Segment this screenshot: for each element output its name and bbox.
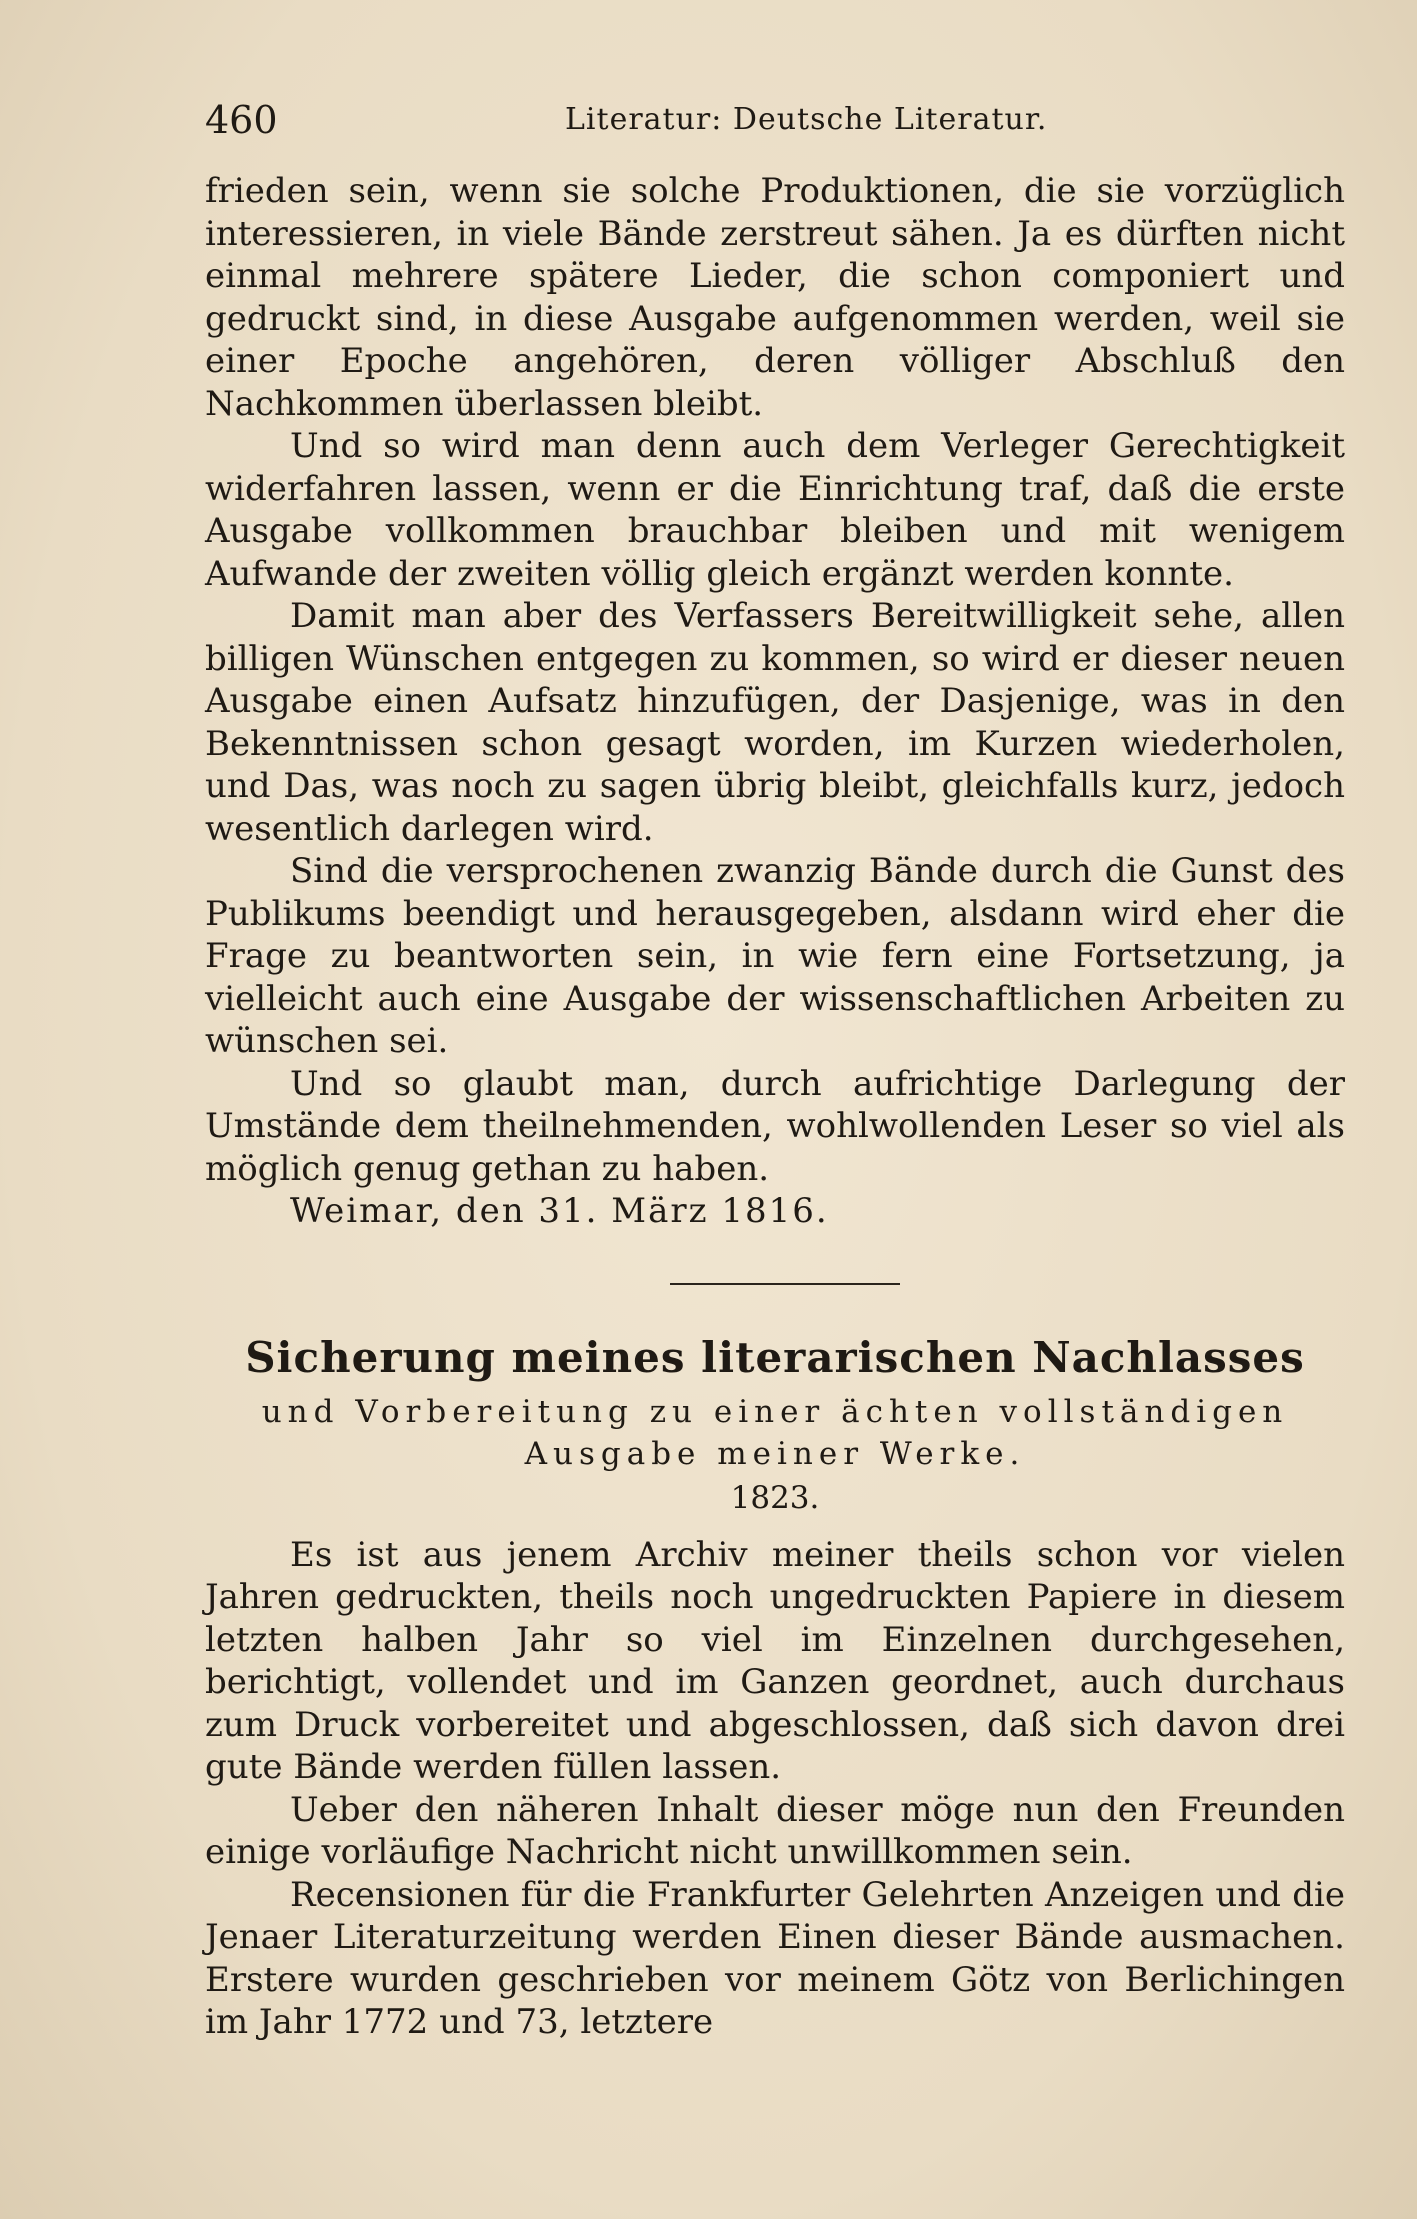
section-title: Sicherung meines literarischen Nachlasses: [245, 1332, 1305, 1382]
paragraph: Recensionen für die Frankfurter Gelehrten Anzeigen und die Jenaer Literaturzeitung werden Einen dieser Bände ausmachen. Erstere wurden geschrieben vor meinem Götz von Berlichingen im Jahr 1772 und 73, letztere: [205, 1874, 1345, 2042]
paragraph: Damit man aber des Verfassers Bereitwilligkeit sehe, allen billigen Wünschen entgegen zu kommen, so wird er dieser neuen Ausgabe einen Aufsatz hinzufügen, der Dasjenige, was in den Bekenntnissen schon gesagt worden, im Kurzen wiederholen, und Das, was noch zu sagen übrig bleibt, gleichfalls kurz, jedoch wesentlich darlegen wird.: [205, 596, 1345, 849]
paragraph: Sind die versprochenen zwanzig Bände durch die Gunst des Publikums beendigt und herausgegeben, alsdann wird eher die Frage zu beantworten sein, in wie fern eine Fortsetzung, ja vielleicht auch eine Ausgabe der wissenschaftlichen Arbeiten zu wünschen sei.: [205, 851, 1345, 1061]
paragraph: Es ist aus jenem Archiv meiner theils schon vor vielen Jahren gedruckten, theils noch ungedruckten Papiere in diesem letzten halben Jahr so viel im Einzelnen durchgesehen, berichtigt, vollendet und im Ganzen geordnet, auch durchaus zum Druck vorbereitet und abgeschlossen, daß sich davon drei gute Bände werden füllen lassen.: [205, 1534, 1345, 1787]
section-year: 1823.: [730, 1480, 820, 1516]
paragraph: Und so glaubt man, durch aufrichtige Darlegung der Umstände dem theilnehmenden, wohlwollenden Leser so viel als möglich genug gethan zu haben.: [205, 1063, 1345, 1189]
page-body: [205, 170, 1345, 2044]
page-header: [205, 98, 1345, 148]
place-date-line: Weimar, den 31. März 1816.: [290, 1191, 829, 1231]
page-number: 460: [205, 98, 278, 142]
paragraph: Ueber den näheren Inhalt dieser möge nun den Freunden einige vorläufige Nachricht nicht unwillkommen sein.: [205, 1789, 1345, 1872]
paragraph: Und so wird man denn auch dem Verleger Gerechtigkeit widerfahren lassen, wenn er die Einrichtung traf, daß die erste Ausgabe vollkommen brauchbar bleiben und mit wenigem Aufwande der zweiten völlig gleich ergänzt werden konnte.: [205, 426, 1345, 594]
section-subtitle: und Vorbereitung zu einer ächten vollständigen Ausgabe meiner Werke.: [261, 1394, 1289, 1472]
running-head: Literatur: Deutsche Literatur.: [565, 102, 1048, 137]
paragraph: frieden sein, wenn sie solche Produktionen, die sie vorzüglich interessieren, in viele Bände zerstreut sähen. Ja es dürften nicht einmal mehrere spätere Lieder, die schon componiert und gedruckt sind, in diese Ausgabe aufgenommen werden, weil sie einer Epoche angehören, deren völliger Abschluß den Nachkommen überlassen bleibt.: [205, 171, 1345, 424]
section-divider: [670, 1283, 900, 1285]
